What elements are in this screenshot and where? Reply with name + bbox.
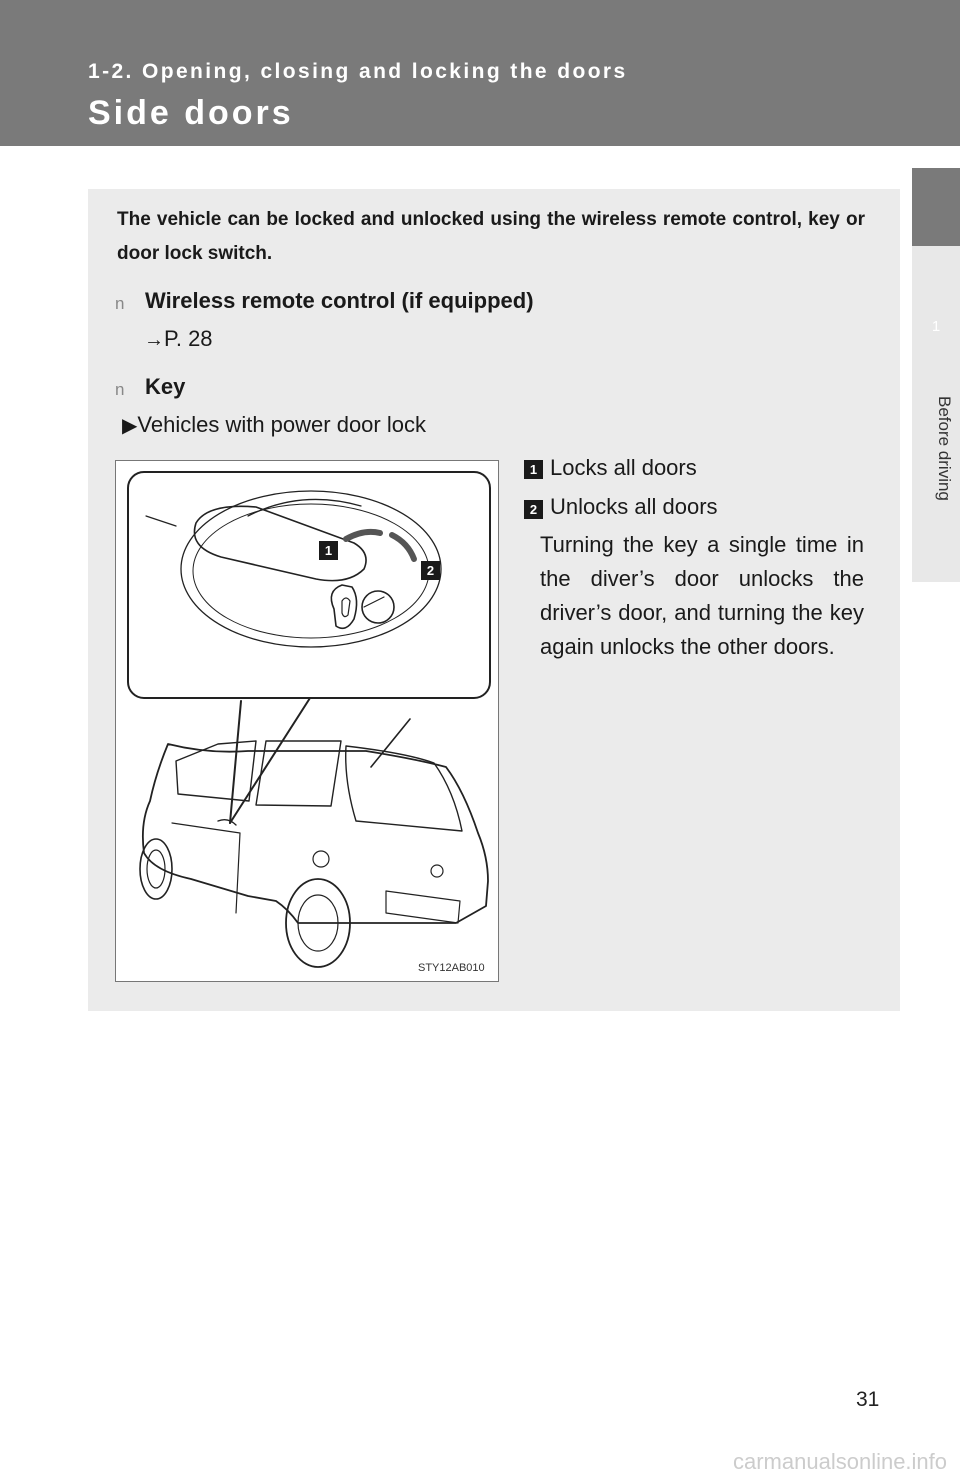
wireless-heading: Wireless remote control (if equipped) bbox=[145, 288, 534, 313]
door-lock-drawing bbox=[116, 461, 500, 983]
callout-2-badge: 2 bbox=[421, 561, 440, 580]
page-number: 31 bbox=[856, 1388, 880, 1411]
key-heading: Key bbox=[145, 374, 186, 399]
item-1-badge: 1 bbox=[524, 460, 543, 479]
wireless-reference[interactable] bbox=[144, 326, 213, 352]
triangle-right-icon: ▶ bbox=[122, 415, 138, 437]
chapter-label: Before driving bbox=[935, 396, 954, 501]
item-1-label: Locks all doors bbox=[550, 455, 697, 480]
callout-1-badge: 1 bbox=[319, 541, 338, 560]
intro-text: The vehicle can be locked and unlocked using the wireless remote control, key or door lock switch. bbox=[117, 209, 865, 264]
condition-text: Vehicles with power door lock bbox=[137, 412, 426, 437]
zoom-frame bbox=[128, 472, 490, 698]
chapter-number: 1 bbox=[931, 318, 941, 335]
page-title: Side doors bbox=[88, 94, 294, 132]
figure-code: STY12AB010 bbox=[418, 962, 485, 974]
arrow-right-icon: → bbox=[144, 329, 164, 351]
item-2-label: Unlocks all doors bbox=[550, 494, 718, 519]
door-lock-illustration bbox=[115, 460, 499, 982]
bullet-icon: n bbox=[115, 380, 125, 399]
page-header bbox=[0, 0, 960, 146]
footer-watermark[interactable]: carmanualsonline.info bbox=[733, 1449, 948, 1474]
key-condition bbox=[122, 412, 426, 438]
page-reference: P. 28 bbox=[164, 326, 213, 351]
section-title: 1-2. Opening, closing and locking the doors bbox=[88, 60, 628, 83]
key-description: Turning the key a single time in the diver’s door unlocks the driver’s door, and turning the key again unlocks the other doors. bbox=[540, 532, 864, 659]
bullet-icon: n bbox=[115, 294, 125, 313]
item-2-badge: 2 bbox=[524, 500, 543, 519]
